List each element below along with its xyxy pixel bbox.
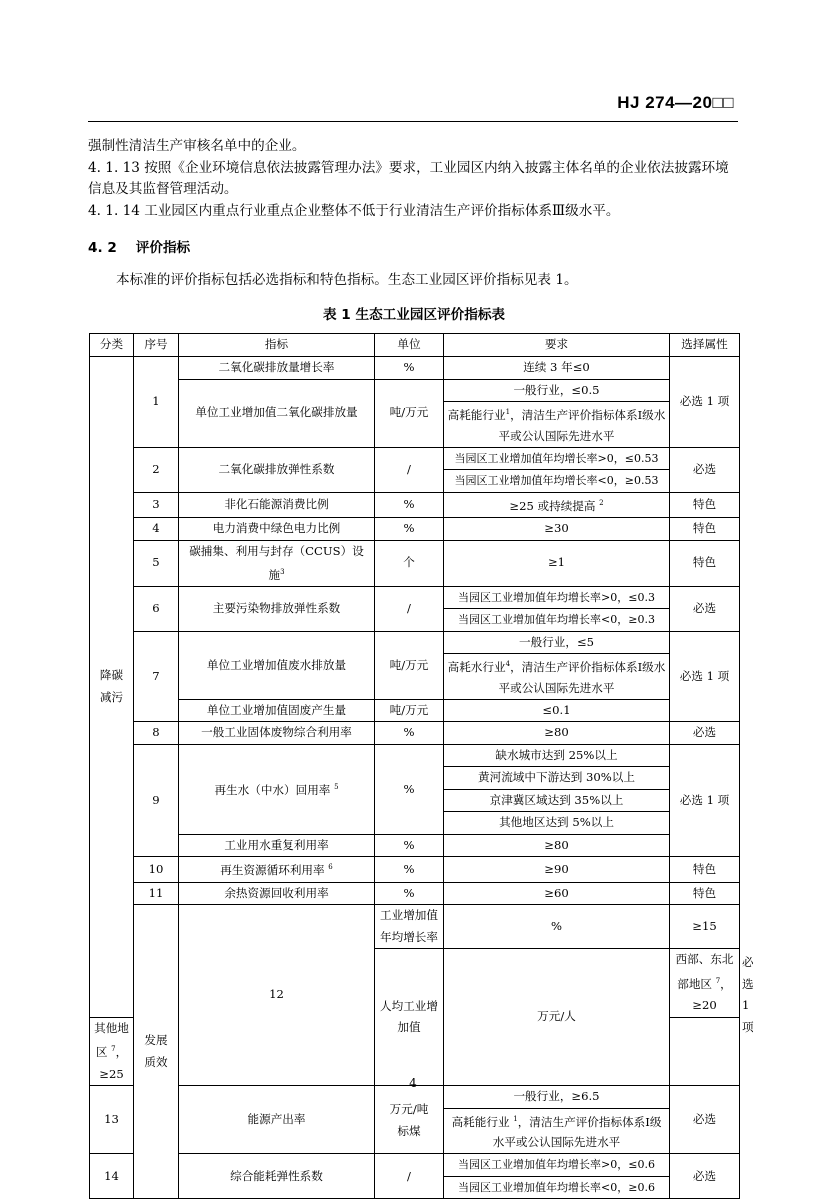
requirement-cell: ≥1 xyxy=(444,540,670,586)
category-cell: 降碳减污 xyxy=(90,357,134,1018)
unit-cell: 万元/人 xyxy=(444,949,670,1086)
indicator-cell: 再生水（中水）回用率 $^5$ xyxy=(179,744,375,834)
intro-text xyxy=(88,270,740,292)
row-number: 12 xyxy=(179,905,375,1086)
header-cell: 单位 xyxy=(375,334,444,357)
section-number: 4. 2 xyxy=(88,240,117,256)
requirement-cell: ≤0.1 xyxy=(444,699,670,722)
page-number: 4 xyxy=(409,1076,417,1090)
indicator-cell: 一般工业固体废物综合利用率 xyxy=(179,722,375,745)
unit-cell: / xyxy=(375,447,444,492)
requirement-cell: ≥25 或持续提高 $^2$ xyxy=(444,492,670,517)
row-number: 8 xyxy=(134,722,179,745)
requirement-cell: 一般行业，≤0.5 xyxy=(444,379,670,402)
requirement-cell: 连续 3 年≤0 xyxy=(444,357,670,380)
selection-cell: 必选 1 项 xyxy=(670,357,740,448)
indicator-cell: 余热资源回收利用率 xyxy=(179,882,375,905)
header-cell: 指标 xyxy=(179,334,375,357)
requirement-cell: 当园区工业增加值年均增长率<0，≥0.53 xyxy=(444,470,670,493)
table-row xyxy=(90,518,740,541)
indicator-table xyxy=(89,333,754,1199)
intro-paragraph: 本标准的评价指标包括必选指标和特色指标。生态工业园区评价指标见表 1。 xyxy=(116,272,578,288)
header-cell: 选择属性 xyxy=(670,334,740,357)
requirement-cell: 其他地区 $^7$，≥25 xyxy=(90,1017,134,1085)
table-row xyxy=(90,882,740,905)
table-row xyxy=(90,722,740,745)
requirement-cell: ≥80 xyxy=(444,834,670,857)
paragraph: 强制性清洁生产审核名单中的企业。 xyxy=(88,138,306,154)
row-number: 7 xyxy=(134,631,179,722)
unit-cell: % xyxy=(375,834,444,857)
requirement-cell: 一般行业，≤5 xyxy=(444,631,670,654)
table-row xyxy=(90,357,740,380)
requirement-cell: 当园区工业增加值年均增长率>0，≤0.53 xyxy=(444,447,670,470)
selection-cell: 特色 xyxy=(670,518,740,541)
table-row xyxy=(90,586,740,609)
unit-cell: 吨/万元 xyxy=(375,379,444,447)
header-cell: 序号 xyxy=(134,334,179,357)
requirement-cell: 黄河流域中下游达到 30%以上 xyxy=(444,767,670,790)
row-number: 11 xyxy=(134,882,179,905)
indicator-cell: 非化石能源消费比例 xyxy=(179,492,375,517)
table-row xyxy=(90,492,740,517)
section-title: 评价指标 xyxy=(135,240,191,256)
requirement-cell: ≥90 xyxy=(444,857,670,882)
body-text xyxy=(88,136,740,222)
section-heading xyxy=(88,238,740,260)
unit-cell: % xyxy=(375,518,444,541)
requirement-cell: 其他地区达到 5%以上 xyxy=(444,812,670,835)
table-row xyxy=(90,834,740,857)
table-row xyxy=(90,1154,740,1177)
unit-cell: / xyxy=(375,1154,444,1199)
unit-cell: 吨/万元 xyxy=(375,631,444,699)
unit-cell: % xyxy=(444,905,670,949)
requirement-cell: 一般行业，≥6.5 xyxy=(444,1086,670,1109)
indicator-cell: 工业增加值年均增长率 xyxy=(375,905,444,949)
row-number: 10 xyxy=(134,857,179,882)
requirement-cell: 当园区工业增加值年均增长率>0，≤0.3 xyxy=(444,586,670,609)
indicator-cell: 二氧化碳排放弹性系数 xyxy=(179,447,375,492)
indicator-cell: 电力消费中绿色电力比例 xyxy=(179,518,375,541)
row-number: 9 xyxy=(134,744,179,857)
indicator-cell: 碳捕集、利用与封存（CCUS）设施$^3$ xyxy=(179,540,375,586)
indicator-cell: 人均工业增加值 xyxy=(375,949,444,1086)
requirement-cell: ≥15 xyxy=(670,905,740,949)
requirement-cell: ≥80 xyxy=(444,722,670,745)
requirement-cell: 当园区工业增加值年均增长率<0，≥0.3 xyxy=(444,609,670,632)
indicator-cell: 二氧化碳排放量增长率 xyxy=(179,357,375,380)
row-number: 3 xyxy=(134,492,179,517)
document-code: HJ 274—20□□ xyxy=(617,93,734,112)
requirement-cell: 高耗能行业$^1$，清洁生产评价指标体系Ⅰ级水平或公认国际先进水平 xyxy=(444,402,670,448)
selection-cell: 必选 xyxy=(670,1154,740,1199)
header-rule xyxy=(88,121,738,122)
indicator-cell: 再生资源循环利用率 $^6$ xyxy=(179,857,375,882)
table-row xyxy=(90,379,740,402)
row-number: 13 xyxy=(90,1086,134,1154)
requirement-cell: ≥60 xyxy=(444,882,670,905)
indicator-cell: 单位工业增加值二氧化碳排放量 xyxy=(179,379,375,447)
header-cell: 分类 xyxy=(90,334,134,357)
indicator-cell: 单位工业增加值废水排放量 xyxy=(179,631,375,699)
paragraph: 4. 1. 14 工业园区内重点行业重点企业整体不低于行业清洁生产评价指标体系Ⅲ级水平。 xyxy=(88,202,620,219)
unit-cell: % xyxy=(375,744,444,834)
unit-cell: 万元/吨标煤 xyxy=(375,1086,444,1154)
selection-cell: 特色 xyxy=(670,882,740,905)
row-number: 6 xyxy=(134,586,179,631)
unit-cell: / xyxy=(375,586,444,631)
requirement-cell: 当园区工业增加值年均增长率<0，≥0.6 xyxy=(444,1176,670,1199)
indicator-cell: 单位工业增加值固废产生量 xyxy=(179,699,375,722)
requirement-cell: 京津冀区域达到 35%以上 xyxy=(444,789,670,812)
selection-cell: 必选 1 项 xyxy=(670,631,740,722)
selection-cell: 必选 xyxy=(670,1086,740,1154)
row-number: 14 xyxy=(90,1154,134,1199)
selection-cell: 必选 xyxy=(670,722,740,745)
table-row xyxy=(90,857,740,882)
row-number: 2 xyxy=(134,447,179,492)
row-number: 4 xyxy=(134,518,179,541)
indicator-cell: 能源产出率 xyxy=(179,1086,375,1154)
row-number: 1 xyxy=(134,357,179,448)
unit-cell: % xyxy=(375,492,444,517)
table-row xyxy=(90,447,740,470)
table-row xyxy=(90,631,740,654)
table-caption: 表 1 生态工业园区评价指标表 xyxy=(322,307,506,323)
indicator-cell: 工业用水重复利用率 xyxy=(179,834,375,857)
selection-cell: 必选 1 项 xyxy=(670,744,740,857)
paragraph: 4. 1. 13 按照《企业环境信息依法披露管理办法》要求，工业园区内纳入披露主体名单的企业依法披露环境信息及其监督管理活动。 xyxy=(88,159,729,197)
selection-cell: 特色 xyxy=(670,540,740,586)
requirement-cell: ≥30 xyxy=(444,518,670,541)
selection-cell: 特色 xyxy=(670,857,740,882)
requirement-cell: 缺水城市达到 25%以上 xyxy=(444,744,670,767)
unit-cell: 吨/万元 xyxy=(375,699,444,722)
requirement-cell: 当园区工业增加值年均增长率>0，≤0.6 xyxy=(444,1154,670,1177)
requirement-cell: 高耗能行业 $^1$，清洁生产评价指标体系Ⅰ级水平或公认国际先进水平 xyxy=(444,1108,670,1154)
requirement-cell: 西部、东北部地区 $^7$，≥20 xyxy=(670,949,740,1017)
unit-cell: % xyxy=(375,357,444,380)
selection-cell: 特色 xyxy=(670,492,740,517)
selection-cell: 必选 xyxy=(670,586,740,631)
selection-cell: 必选 xyxy=(670,447,740,492)
unit-cell: % xyxy=(375,722,444,745)
unit-cell: % xyxy=(375,857,444,882)
table-row xyxy=(90,744,740,767)
header-cell: 要求 xyxy=(444,334,670,357)
table-header-row xyxy=(90,334,740,357)
requirement-cell: 高耗水行业$^4$，清洁生产评价指标体系Ⅰ级水平或公认国际先进水平 xyxy=(444,654,670,700)
row-number: 5 xyxy=(134,540,179,586)
indicator-cell: 综合能耗弹性系数 xyxy=(179,1154,375,1199)
table-row xyxy=(90,699,740,722)
unit-cell: % xyxy=(375,882,444,905)
category-cell: 发展质效 xyxy=(134,905,179,1199)
indicator-cell: 主要污染物排放弹性系数 xyxy=(179,586,375,631)
table-row: 发展质效 12 工业增加值年均增长率 % ≥15 必选 1 项 xyxy=(90,905,740,949)
unit-cell: 个 xyxy=(375,540,444,586)
